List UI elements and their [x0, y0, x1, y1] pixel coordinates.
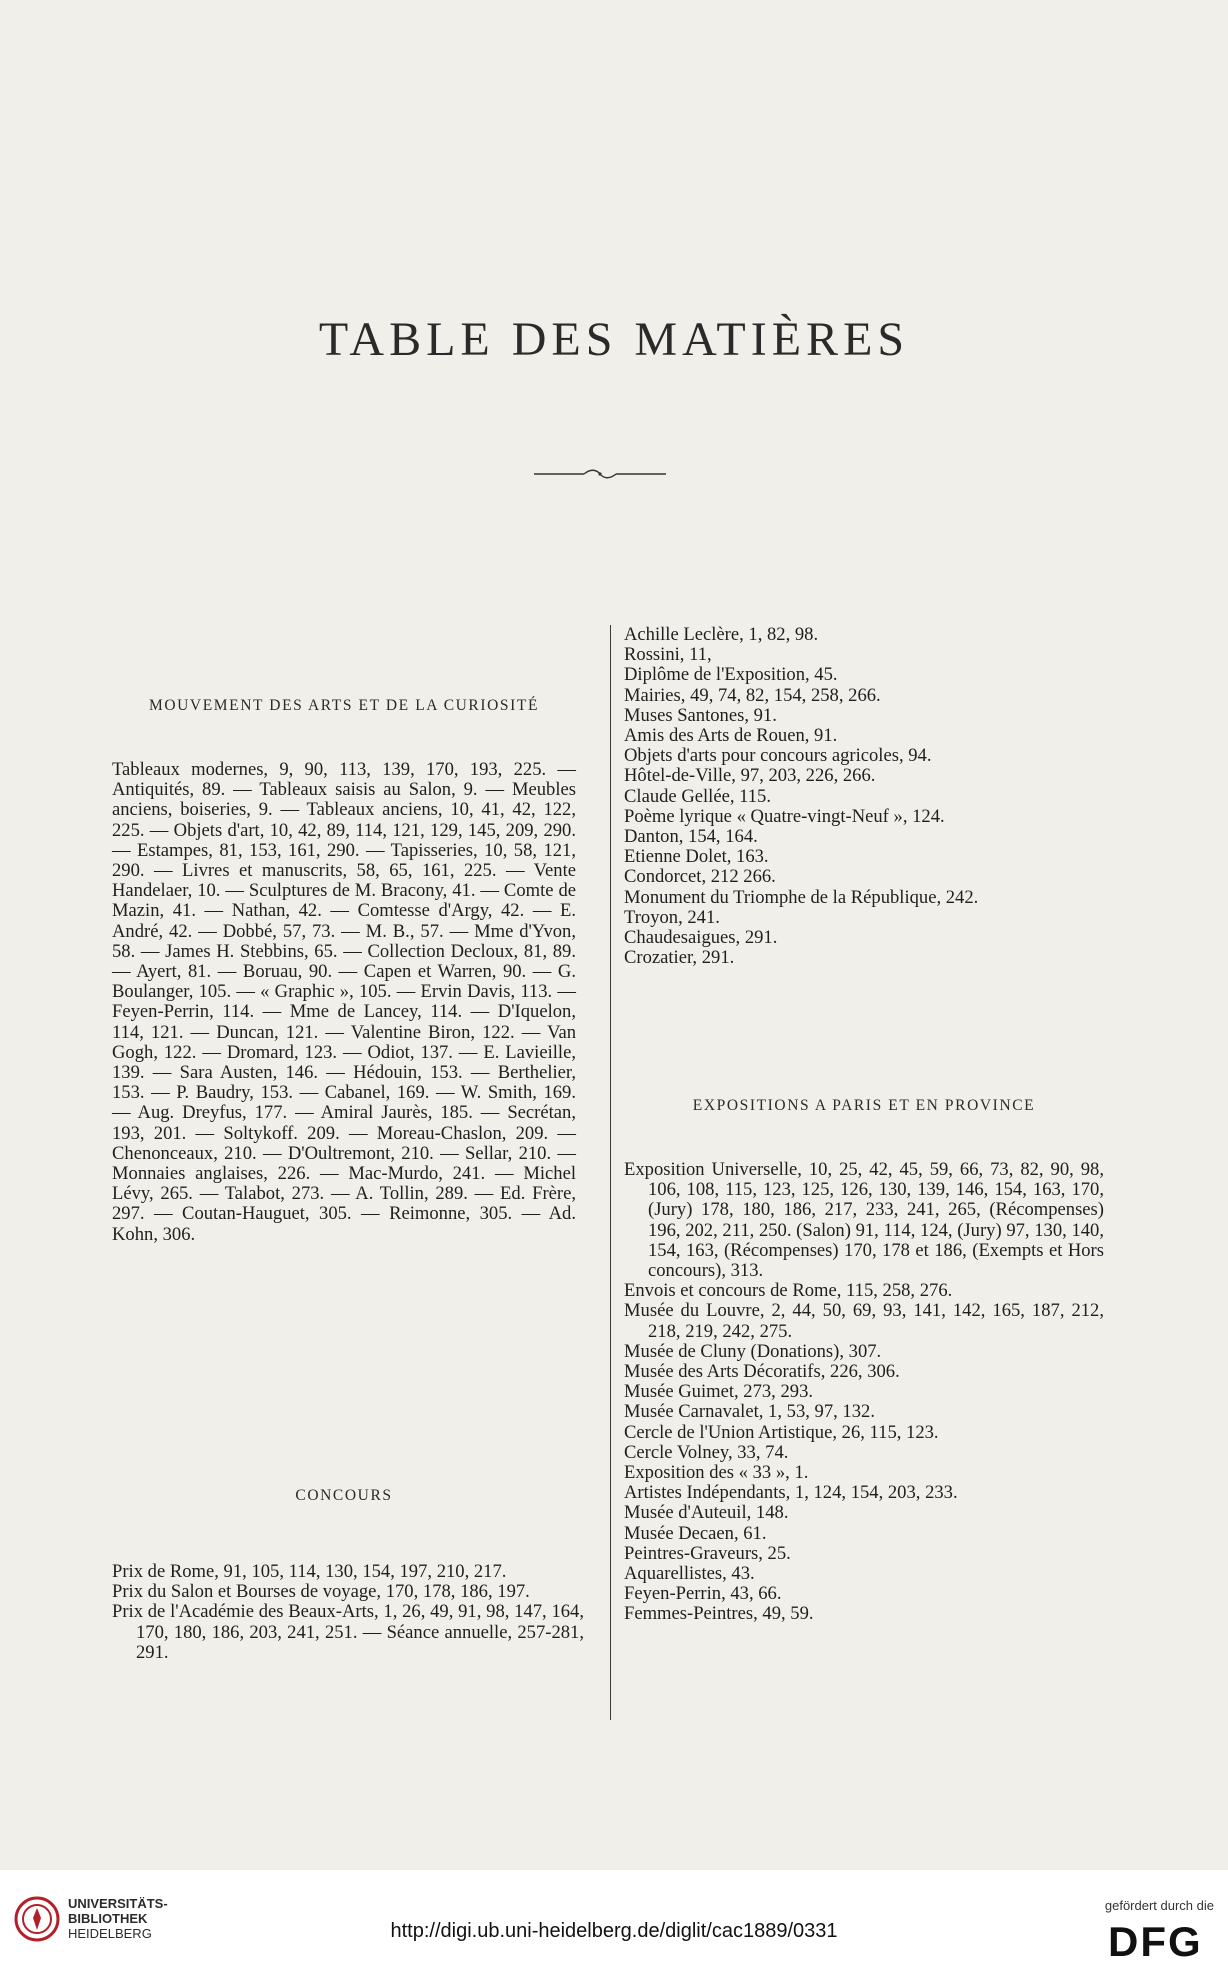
institution-line-3: HEIDELBERG [68, 1926, 152, 1941]
list-item: Peintres-Graveurs, 25. [624, 1542, 791, 1564]
list-item: Hôtel-de-Ville, 97, 203, 226, 266. [624, 765, 876, 787]
list-item: Feyen-Perrin, 43, 66. [624, 1583, 782, 1605]
list-item: Amis des Arts de Rouen, 91. [624, 725, 838, 747]
source-url-link[interactable]: http://digi.ub.uni-heidelberg.de/diglit/cac1889/0331 [390, 1920, 838, 1942]
list-item: Muses Santones, 91. [624, 704, 777, 726]
list-item: Musée du Louvre, 2, 44, 50, 69, 93, 141, 142, 165, 187, 212, 218, 219, 242, 275. [624, 1300, 1104, 1342]
list-item: Musée des Arts Décoratifs, 226, 306. [624, 1361, 900, 1383]
dfg-logo-text: DFG [1108, 1918, 1203, 1962]
list-item: Musée Guimet, 273, 293. [624, 1381, 814, 1403]
list-item: Monument du Triomphe de la République, 242. [624, 886, 979, 908]
list-item: Envois et concours de Rome, 115, 258, 276. [624, 1280, 953, 1302]
ornament-divider [534, 468, 666, 480]
institution-line-1: UNIVERSITÄTS- [68, 1896, 168, 1911]
list-item: Chaudesaigues, 291. [624, 927, 778, 949]
list-item: Danton, 154, 164. [624, 826, 758, 848]
list-item: Musée de Cluny (Donations), 307. [624, 1340, 882, 1362]
list-item: Musée d'Auteuil, 148. [624, 1502, 789, 1524]
list-item: Etienne Dolet, 163. [624, 846, 769, 868]
list-item: Diplôme de l'Exposition, 45. [624, 664, 838, 686]
list-item: Prix de Rome, 91, 105, 114, 130, 154, 197, 210, 217. [112, 1561, 507, 1582]
list-item: Crozatier, 291. [624, 947, 735, 969]
sponsor-label: gefördert durch die [1104, 1898, 1214, 1913]
section-heading-expositions: EXPOSITIONS A PARIS ET EN PROVINCE [692, 1097, 1036, 1114]
list-item: Claude Gellée, 115. [624, 785, 771, 807]
list-item: Exposition Universelle, 10, 25, 42, 45, 59, 66, 73, 82, 90, 98, 106, 108, 115, 123, 125, 126, 130, 139, 146, 154, 163, 170, (Jury) 178, 180, 186, 217, 233, 241, 265, (Récompenses) 196, 202, 211, 250. (Salon) 91, 114, 124, (Jury) 97, 130, 140, 154, 163, (Récompenses) 170, 178 et 186, (Exempts et Hors concours), 313. [624, 1159, 1104, 1282]
list-item: Exposition des « 33 », 1. [624, 1462, 809, 1484]
list-item: Poème lyrique « Quatre-vingt-Neuf », 124. [624, 805, 945, 827]
list-item: Aquarellistes, 43. [624, 1563, 755, 1585]
institution-line-2: BIBLIOTHEK [68, 1911, 148, 1926]
list-item: Musée Carnavalet, 1, 53, 97, 132. [624, 1401, 875, 1423]
section-heading-concours: CONCOURS [295, 1487, 393, 1504]
list-item: Femmes-Peintres, 49, 59. [624, 1603, 814, 1625]
list-item: Mairies, 49, 74, 82, 154, 258, 266. [624, 684, 881, 706]
list-item: Troyon, 241. [624, 906, 720, 928]
concours-list [112, 1562, 584, 1663]
list-item: Achille Leclère, 1, 82, 98. [624, 624, 819, 645]
dfg-logo-icon [1108, 1918, 1214, 1962]
section-text-mouvement: Tableaux modernes, 9, 90, 113, 139, 170, 193, 225. — Antiquités, 89. — Tableaux saisis au Salon, 9. — Meubles anciens, boiseries, 9. — Tableaux anciens, 10, 41, 42, 122, 225. — Objets d'art, 10, 42, 89, 114, 121, 129, 145, 209, 290. — Estampes, 81, 153, 161, 290. — Tapisseries, 10, 58, 121, 290. — Livres et manuscrits, 58, 65, 161, 225. — Vente Handelaer, 10. — Sculptures de M. Bracony, 41. — Comte de Mazin, 41. — Nathan, 42. — Comtesse d'Argy, 42. — E. André, 42. — Dobbé, 57, 73. — M. B., 57. — Mme d'Yvon, 58. — James H. Stebbins, 65. — Collection Decloux, 81, 89. — Ayert, 81. — Boruau, 90. — Capen et Warren, 90. — G. Boulanger, 105. — « Graphic », 105. — Ervin Davis, 113. — Feyen-Perrin, 114. — Mme de Lancey, 114. — D'Iquelon, 114, 121. — Duncan, 121. — Valentine Biron, 122. — Van Gogh, 122. — Dromard, 123. — Odiot, 137. — E. Lavieille, 139. — Sara Austen, 146. — Hédouin, 153. — Berthelier, 153. — P. Baudry, 153. — Cabanel, 169. — W. Smith, 169. — Aug. Dreyfus, 177. — Amiral Jaurès, 185. — Secrétan, 193, 201. — Soltykoff. 209. — Moreau-Chaslon, 209. — Chenonceaux, 210. — D'Oultremont, 210. — Sellar, 210. — Monnaies anglaises, 226. — Mac-Murdo, 241. — Michel Lévy, 265. — Talabot, 273. — A. Tollin, 289. — Ed. Frère, 297. — Coutan-Hauguet, 305. — Reimonne, 305. — Ad. Kohn, 306. [112, 759, 576, 1245]
list-item: Artistes Indépendants, 1, 124, 154, 203, 233. [624, 1482, 958, 1504]
list-item: Cercle de l'Union Artistique, 26, 115, 123. [624, 1421, 939, 1443]
list-item: Objets d'arts pour concours agricoles, 94. [624, 745, 932, 767]
column-divider [610, 625, 611, 1720]
list-item: Prix de l'Académie des Beaux-Arts, 1, 26, 49, 91, 98, 147, 164, 170, 180, 186, 203, 241, 251. — Séance annuelle, 257-281, 291. [112, 1601, 584, 1663]
section-heading-mouvement: MOUVEMENT DES ARTS ET DE LA CURIOSITÉ [148, 697, 540, 714]
page-title: TABLE DES MATIÈRES [318, 313, 910, 366]
monuments-list [624, 625, 1104, 968]
list-item: Rossini, 11, [624, 644, 712, 666]
list-item: Musée Decaen, 61. [624, 1522, 767, 1544]
list-item: Condorcet, 212 266. [624, 866, 776, 888]
list-item: Prix du Salon et Bourses de voyage, 170, 178, 186, 197. [112, 1581, 530, 1603]
list-item: Cercle Volney, 33, 74. [624, 1441, 789, 1463]
expositions-list [624, 1160, 1104, 1625]
